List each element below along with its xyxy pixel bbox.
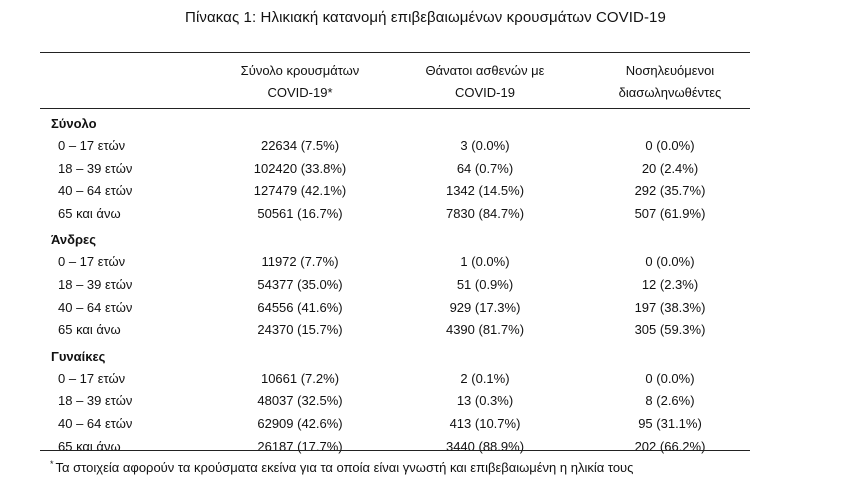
table-title: Πίνακας 1: Ηλικιακή κατανομή επιβεβαιωμένων κρουσμάτων COVID-19 <box>185 9 666 26</box>
age-cell: 40 – 64 ετών <box>58 299 133 315</box>
age-cell: 40 – 64 ετών <box>58 415 133 431</box>
intubated-cell: 202 (66.2%) <box>634 438 706 454</box>
cases-cell: 11972 (7.7%) <box>261 254 339 270</box>
deaths-cell: 13 (0.3%) <box>456 393 514 409</box>
table-row <box>0 180 851 203</box>
footnote <box>50 455 633 477</box>
deaths-cell: 3 (0.0%) <box>460 138 510 153</box>
deaths-cell: 51 (0.9%) <box>456 276 514 292</box>
age-cell: 18 – 39 ετών <box>58 276 133 292</box>
column-header-line: COVID-19 <box>455 85 515 100</box>
group-label: Γυναίκες <box>51 348 106 364</box>
deaths-cell: 929 (17.3%) <box>449 299 521 315</box>
column-header-total-cases <box>215 60 385 104</box>
table-row <box>0 390 851 413</box>
cases-cell: 22634 (7.5%) <box>260 138 340 153</box>
intubated-cell: 0 (0.0%) <box>645 138 695 153</box>
group-label: Άνδρες <box>51 232 96 248</box>
intubated-cell: 8 (2.6%) <box>645 393 695 409</box>
footnote-text: Τα στοιχεία αφορούν τα κρούσματα εκείνα για τα οποία είναι γνωστή και επιβεβαιωμένη η ηλικία τους <box>55 460 634 475</box>
cases-cell: 50561 (16.7%) <box>257 205 343 221</box>
footnote-marker: * <box>50 459 54 469</box>
intubated-cell: 507 (61.9%) <box>634 205 706 221</box>
deaths-cell: 4390 (81.7%) <box>445 322 525 338</box>
table-header-rule <box>40 108 750 109</box>
cases-cell: 127479 (42.1%) <box>253 183 347 199</box>
age-cell: 0 – 17 ετών <box>58 138 126 153</box>
deaths-cell: 3440 (88.9%) <box>445 438 525 454</box>
age-cell: 0 – 17 ετών <box>58 254 126 270</box>
group-label: Σύνολο <box>51 116 97 131</box>
column-header-line: Θάνατοι ασθενών με <box>425 63 545 78</box>
table-row <box>0 274 851 297</box>
intubated-cell: 95 (31.1%) <box>638 415 702 431</box>
table-row <box>0 203 851 226</box>
intubated-cell: 292 (35.7%) <box>634 183 706 199</box>
cases-cell: 26187 (17.7%) <box>257 438 343 454</box>
table-bottom-rule <box>40 450 750 451</box>
table-row <box>0 158 851 181</box>
column-header-deaths <box>385 60 585 104</box>
table-top-rule <box>40 52 750 53</box>
table-row <box>0 251 851 274</box>
cases-cell: 62909 (42.6%) <box>257 415 343 431</box>
age-cell: 65 και άνω <box>58 438 121 454</box>
cases-cell: 24370 (15.7%) <box>257 322 343 338</box>
age-cell: 40 – 64 ετών <box>58 183 133 199</box>
age-cell: 65 και άνω <box>58 322 121 338</box>
intubated-cell: 0 (0.0%) <box>645 254 695 270</box>
table-body <box>0 113 851 458</box>
cases-cell: 64556 (41.6%) <box>257 299 343 315</box>
cases-cell: 102420 (33.8%) <box>253 160 347 176</box>
table-row <box>0 297 851 320</box>
column-header-line: Νοσηλευόμενοι <box>625 63 715 78</box>
intubated-cell: 0 (0.0%) <box>645 370 695 386</box>
table-row <box>0 368 851 391</box>
deaths-cell: 1342 (14.5%) <box>445 183 525 199</box>
intubated-cell: 20 (2.4%) <box>641 160 699 176</box>
deaths-cell: 7830 (84.7%) <box>445 205 525 221</box>
age-cell: 18 – 39 ετών <box>58 393 133 409</box>
age-cell: 0 – 17 ετών <box>58 370 126 386</box>
cases-cell: 10661 (7.2%) <box>260 370 340 386</box>
deaths-cell: 413 (10.7%) <box>449 415 521 431</box>
intubated-cell: 12 (2.3%) <box>641 276 699 292</box>
age-cell: 18 – 39 ετών <box>58 160 133 176</box>
intubated-cell: 305 (59.3%) <box>634 322 706 338</box>
column-header-line: Σύνολο κρουσμάτων <box>240 63 360 78</box>
intubated-cell: 197 (38.3%) <box>634 299 706 315</box>
table-row <box>0 413 851 436</box>
deaths-cell: 2 (0.1%) <box>460 370 510 386</box>
column-header-line: COVID-19* <box>267 85 333 100</box>
age-cell: 65 και άνω <box>58 205 121 221</box>
table-row <box>0 319 851 342</box>
deaths-cell: 64 (0.7%) <box>456 160 514 176</box>
table-row <box>0 135 851 158</box>
column-header-intubated <box>585 60 755 104</box>
column-header-line: διασωληνωθέντες <box>618 85 722 100</box>
deaths-cell: 1 (0.0%) <box>460 254 510 270</box>
cases-cell: 54377 (35.0%) <box>257 276 343 292</box>
cases-cell: 48037 (32.5%) <box>257 393 343 409</box>
